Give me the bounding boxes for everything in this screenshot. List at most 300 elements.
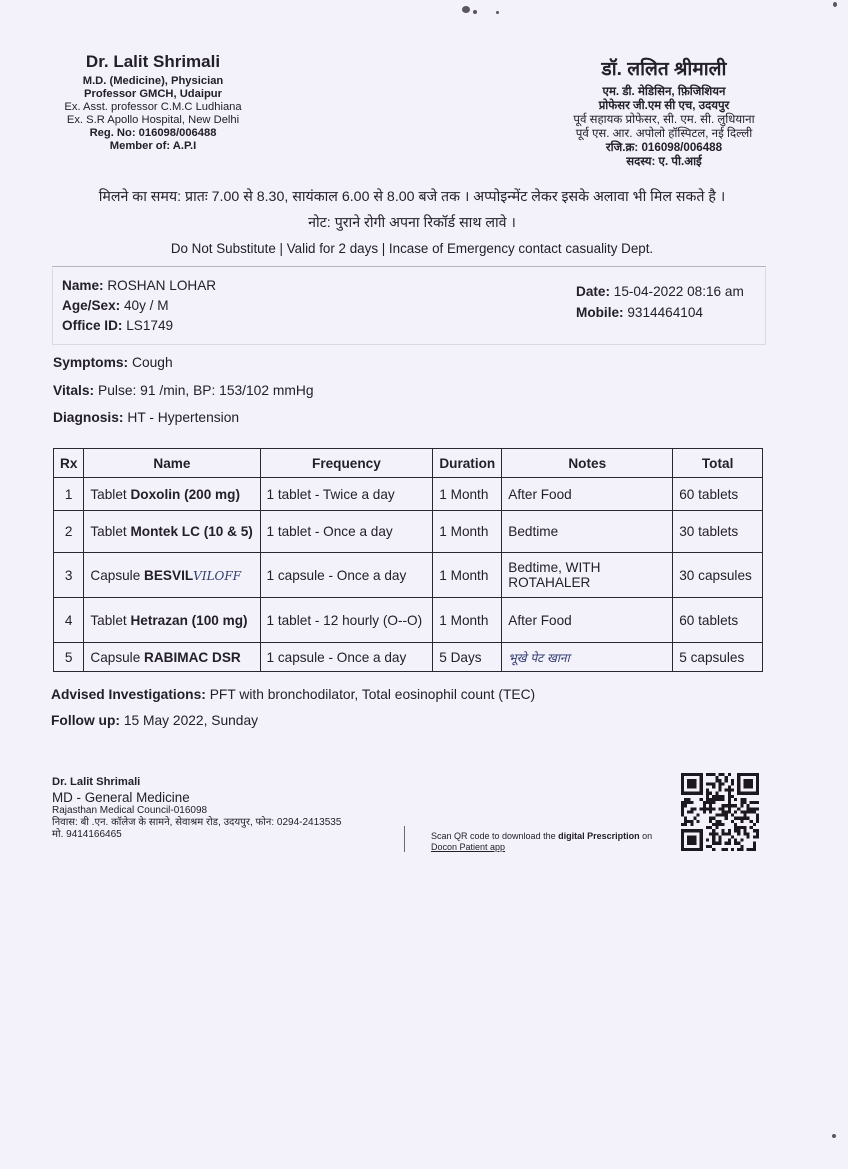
qr-module	[737, 848, 740, 851]
qr-module	[706, 773, 709, 776]
qr-module	[756, 814, 759, 817]
qr-module	[706, 826, 709, 829]
qr-module	[709, 804, 712, 807]
patient-age-sex: 40y / M	[123, 298, 169, 313]
qr-module	[725, 776, 728, 779]
qr-module	[728, 810, 731, 813]
qualification: M.D. (Medicine), Physician	[82, 75, 224, 87]
qr-module	[728, 801, 731, 804]
qr-module	[693, 817, 696, 820]
qr-module	[718, 820, 721, 823]
qr-module	[709, 832, 712, 835]
qr-module	[737, 773, 759, 776]
qr-module	[722, 798, 725, 801]
qr-module	[756, 829, 759, 832]
notes: After Food	[502, 598, 673, 643]
position: Professor GMCH, Udaipur	[84, 88, 222, 100]
field-label: Advised Investigations:	[51, 687, 206, 702]
qr-module	[722, 823, 725, 826]
qr-module	[712, 773, 715, 776]
letterhead-english	[52, 52, 254, 153]
qr-module	[725, 804, 728, 807]
qr-module	[718, 779, 721, 782]
registration-number-hindi: रजि.क्र: 016098/006488	[605, 141, 723, 154]
qr-module	[728, 807, 731, 810]
qr-module	[734, 798, 737, 801]
qr-module	[737, 842, 740, 845]
frequency: 1 tablet - Once a day	[260, 511, 433, 553]
qr-module	[737, 792, 759, 795]
prescription-table	[53, 448, 763, 672]
qr-module	[753, 848, 756, 851]
qr-module	[681, 829, 703, 832]
qr-module	[740, 839, 743, 842]
column-header: Rx	[54, 449, 84, 478]
qr-module	[687, 798, 690, 801]
notes: Bedtime	[502, 511, 673, 553]
qr-module	[718, 773, 721, 776]
qr-module	[747, 807, 750, 810]
doctor-name-hindi: डॉ. ललित श्रीमाली	[601, 59, 727, 80]
qr-module	[743, 798, 746, 801]
qr-module	[731, 804, 734, 807]
qr-module	[715, 798, 718, 801]
qr-module	[728, 795, 731, 798]
qr-module	[700, 798, 703, 801]
qr-module	[681, 814, 684, 817]
qr-module	[718, 795, 721, 798]
total: 60 tablets	[673, 478, 763, 511]
qr-module	[728, 789, 731, 792]
visit-date-row	[576, 281, 744, 302]
qr-module	[718, 807, 721, 810]
qr-module	[681, 773, 703, 776]
vitals-value: Pulse: 91 /min, BP: 153/102 mmHg	[98, 383, 314, 398]
qr-module	[725, 842, 728, 845]
qr-module	[718, 785, 721, 788]
field-label: Age/Sex:	[62, 298, 121, 313]
field-label: Symptoms:	[53, 355, 129, 370]
qr-module	[706, 801, 709, 804]
total: 5 capsules	[673, 643, 763, 672]
investigations-value: PFT with bronchodilator, Total eosinophil count (TEC)	[209, 687, 536, 702]
qr-module	[706, 798, 709, 801]
qr-module	[703, 801, 706, 804]
qr-module	[681, 801, 684, 804]
qr-module	[728, 804, 731, 807]
qr-module	[725, 810, 728, 813]
qr-module	[722, 810, 725, 813]
qr-module	[715, 792, 718, 795]
qr-module	[737, 773, 740, 795]
total: 30 capsules	[673, 553, 763, 598]
qr-module	[718, 839, 721, 842]
symptoms	[53, 355, 173, 370]
diagnosis	[53, 410, 239, 425]
qr-module	[681, 807, 684, 810]
paper-speck	[832, 1134, 836, 1138]
qr-module	[712, 839, 715, 842]
docon-app-link[interactable]: Docon Patient app	[431, 842, 506, 852]
qr-module	[681, 792, 703, 795]
dosage-form: Tablet	[90, 612, 127, 628]
qr-module	[725, 817, 728, 820]
qr-module	[712, 782, 715, 785]
duration: 1 Month	[433, 511, 502, 553]
patient-office-row	[62, 316, 216, 336]
qr-text: Scan QR code to download the	[431, 831, 556, 841]
table-row	[54, 511, 763, 553]
qr-module	[747, 832, 750, 835]
qr-module	[728, 773, 731, 776]
qr-module	[753, 810, 756, 813]
patient-details	[62, 276, 216, 336]
qr-module	[737, 807, 740, 810]
qr-module	[753, 829, 756, 832]
qr-module	[740, 804, 743, 807]
visit-date: 15-04-2022 08:16 am	[613, 284, 744, 299]
qr-module	[706, 807, 709, 810]
patient-office-id: LS1749	[126, 318, 174, 333]
qr-module	[722, 814, 725, 817]
qr-module	[731, 789, 734, 792]
qr-module	[690, 810, 693, 813]
rx-number: 2	[54, 511, 84, 553]
qr-module	[681, 848, 703, 851]
qr-module	[747, 817, 750, 820]
qr-module	[715, 820, 718, 823]
former-post-apollo: Ex. S.R Apollo Hospital, New Delhi	[66, 114, 240, 126]
qr-module	[709, 792, 712, 795]
qr-module	[725, 832, 728, 835]
medicine-name	[84, 511, 260, 553]
column-header: Total	[673, 449, 763, 478]
qr-module	[743, 810, 746, 813]
qr-module	[747, 848, 750, 851]
qr-module	[706, 845, 709, 848]
qr-module	[728, 792, 731, 795]
qr-module	[687, 801, 690, 804]
total: 60 tablets	[673, 598, 763, 643]
table-row	[54, 553, 763, 598]
qr-app-link-row	[431, 842, 652, 853]
letterhead-hindi	[548, 55, 780, 169]
qr-module	[709, 773, 712, 776]
footer-divider	[404, 826, 405, 852]
old-patient-note: नोट: पुराने रोगी अपना रिकॉर्ड साथ लावे ।	[308, 215, 516, 231]
qr-module	[734, 810, 737, 813]
column-header: Duration	[433, 449, 502, 478]
qr-module	[728, 832, 731, 835]
qr-module	[731, 835, 734, 838]
qr-code-icon[interactable]	[681, 773, 759, 851]
qr-module	[728, 842, 731, 845]
qr-module	[706, 789, 709, 792]
qr-module	[697, 814, 700, 817]
qr-module	[687, 820, 690, 823]
qr-module	[712, 795, 715, 798]
qr-module	[700, 829, 703, 851]
qr-module	[684, 798, 687, 801]
drug-name: RABIMAC DSR	[144, 649, 241, 665]
dosage-form: Capsule	[90, 649, 141, 665]
qr-module	[712, 785, 715, 788]
qr-module	[734, 826, 737, 829]
qr-module	[712, 801, 715, 804]
table-row	[54, 478, 763, 511]
qr-module	[709, 801, 712, 804]
table-row	[54, 643, 763, 672]
qr-module	[747, 804, 750, 807]
qr-module	[731, 814, 734, 817]
duration: 1 Month	[433, 553, 502, 598]
qr-module	[756, 835, 759, 838]
qr-module	[734, 804, 737, 807]
medicine-name	[84, 553, 260, 598]
qr-instructions	[431, 831, 652, 853]
qr-module	[715, 814, 718, 817]
total: 30 tablets	[673, 511, 763, 553]
qr-module	[750, 801, 753, 804]
follow-up	[51, 713, 258, 728]
qr-module	[734, 823, 737, 826]
qr-module	[753, 823, 756, 826]
qr-module	[693, 807, 696, 810]
qr-module	[715, 776, 718, 779]
qr-module	[684, 823, 687, 826]
qr-module	[709, 820, 712, 823]
qr-module	[690, 807, 693, 810]
paper-speck	[496, 11, 499, 14]
qr-module	[743, 779, 752, 788]
field-label: Mobile:	[576, 305, 624, 320]
qr-module	[753, 835, 756, 838]
frequency: 1 capsule - Once a day	[260, 643, 433, 672]
handwritten-substitute: VILOFF	[193, 568, 242, 583]
qr-module	[684, 820, 687, 823]
qr-module	[750, 848, 753, 851]
medicine-name	[84, 643, 260, 672]
footer-address: निवास: बी .एन. कॉलेज के सामने, सेवाश्रम रोड, उदयपुर, फोन: 0294-2413535	[52, 817, 342, 828]
qr-module	[715, 842, 718, 845]
qr-module	[756, 817, 759, 820]
qr-module	[737, 817, 740, 820]
paper-speck	[473, 10, 477, 14]
frequency: 1 tablet - 12 hourly (O--O)	[260, 598, 433, 643]
qr-module	[722, 804, 725, 807]
qr-module	[753, 845, 756, 848]
qr-module	[715, 826, 718, 829]
qr-module	[725, 779, 728, 782]
qr-module	[703, 810, 706, 813]
rx-number: 4	[54, 598, 84, 643]
qr-module	[725, 848, 728, 851]
drug-name: Doxolin (200 mg)	[130, 486, 240, 502]
qr-module	[722, 829, 725, 832]
qr-module	[728, 785, 731, 788]
table-header-row	[54, 449, 763, 478]
qr-module	[725, 789, 728, 792]
qr-module	[753, 807, 756, 810]
header-divider	[52, 266, 766, 267]
vitals	[53, 383, 314, 398]
qr-module	[722, 795, 725, 798]
field-label: Diagnosis:	[53, 410, 124, 425]
qr-module	[728, 839, 731, 842]
qr-module	[715, 823, 718, 826]
registration-number: Reg. No: 016098/006488	[89, 127, 217, 139]
qr-module	[756, 807, 759, 810]
drug-name: BESVIL	[144, 567, 194, 583]
qr-module	[712, 829, 715, 832]
footer-council: Rajasthan Medical Council-016098	[52, 805, 208, 816]
qr-module	[750, 810, 753, 813]
visit-details	[576, 281, 744, 323]
rx-number: 3	[54, 553, 84, 598]
patient-age-row	[62, 296, 216, 316]
footer-qualification: MD - General Medicine	[52, 790, 190, 805]
duration: 1 Month	[433, 478, 502, 511]
doctor-footer	[52, 776, 341, 841]
qr-module	[690, 820, 693, 823]
qr-module	[715, 795, 718, 798]
field-label: Office ID:	[62, 318, 123, 333]
qr-module	[750, 820, 753, 823]
qr-module	[734, 829, 737, 832]
field-label: Follow up:	[51, 713, 120, 728]
qr-module	[728, 829, 731, 832]
qr-module	[740, 848, 743, 851]
membership-hindi: सदस्य: ए. पी.आई	[626, 155, 702, 168]
qr-module	[687, 810, 690, 813]
qr-module	[734, 839, 737, 842]
qr-module	[709, 817, 712, 820]
handwritten-note: भूखे पेट खाना	[508, 650, 570, 665]
membership: Member of: A.P.I	[109, 140, 197, 152]
qr-module	[703, 804, 706, 807]
qr-module	[687, 779, 696, 788]
paper-speck	[833, 2, 837, 7]
patient-name-row	[62, 276, 216, 296]
qr-module	[734, 842, 737, 845]
qr-module	[712, 798, 715, 801]
former-post-cmc-hindi: पूर्व सहायक प्रोफेसर, सी. एम. सी. लुधियाना	[573, 113, 755, 126]
qr-module	[718, 789, 721, 792]
qr-module	[740, 817, 743, 820]
qr-module	[712, 807, 715, 810]
qr-module	[756, 773, 759, 795]
qr-module	[737, 832, 740, 835]
qr-module	[734, 817, 737, 820]
qr-module	[706, 795, 709, 798]
qr-text-bold: digital Prescription	[558, 831, 640, 841]
dosage-form: Capsule	[90, 567, 141, 583]
notes: After Food	[502, 478, 673, 511]
qr-module	[731, 820, 734, 823]
qr-module	[709, 826, 712, 829]
qr-module	[750, 807, 753, 810]
qr-module	[715, 832, 718, 835]
qr-module	[740, 801, 743, 804]
qr-module	[690, 823, 693, 826]
qr-module	[681, 773, 684, 795]
qr-module	[681, 810, 684, 813]
qr-module	[747, 810, 750, 813]
qr-module	[684, 817, 687, 820]
qr-module	[737, 826, 740, 829]
paper-speck	[462, 6, 470, 13]
qr-module	[740, 810, 743, 813]
field-label: Name:	[62, 278, 104, 293]
qr-module	[715, 779, 718, 782]
rx-number: 1	[54, 478, 84, 511]
qr-module	[706, 792, 709, 795]
qr-module	[728, 798, 731, 801]
qr-module	[712, 817, 715, 820]
qr-module	[684, 801, 687, 804]
qualification-hindi: एम. डी. मेडिसिन, फ़िजिशियन	[602, 85, 726, 98]
patient-name: ROSHAN LOHAR	[107, 278, 217, 293]
patient-mobile: 9314464104	[627, 305, 703, 320]
drug-name: Hetrazan (100 mg)	[130, 612, 248, 628]
qr-module	[756, 801, 759, 804]
qr-module	[706, 839, 709, 842]
qr-module	[731, 782, 734, 785]
qr-module	[703, 807, 706, 810]
qr-module	[743, 817, 746, 820]
visiting-hours-line: मिलने का समय: प्रातः 7.00 से 8.30, सायंकाल 6.00 से 8.00 बजे तक । अप्पोइन्मेंट लेकर इसके अलावा भी मिल सकते है ।	[98, 189, 726, 205]
duration: 1 Month	[433, 598, 502, 643]
qr-module	[740, 845, 743, 848]
frequency: 1 tablet - Twice a day	[260, 478, 433, 511]
qr-module	[743, 829, 746, 832]
advised-investigations	[51, 687, 535, 702]
qr-module	[722, 807, 725, 810]
qr-module	[740, 826, 743, 829]
qr-module	[743, 832, 746, 835]
qr-module	[747, 835, 750, 838]
duration: 5 Days	[433, 643, 502, 672]
qr-module	[712, 848, 715, 851]
validity-notice: Do Not Substitute | Valid for 2 days | Incase of Emergency contact casuality Dept.	[170, 241, 654, 256]
qr-module	[737, 829, 740, 832]
qr-module	[712, 835, 715, 838]
qr-module	[743, 814, 746, 817]
qr-module	[700, 773, 703, 795]
qr-module	[690, 801, 693, 804]
medicine-name	[84, 598, 260, 643]
qr-module	[731, 779, 734, 782]
qr-module	[712, 842, 715, 845]
qr-module	[718, 842, 721, 845]
qr-module	[731, 848, 734, 851]
qr-module	[712, 832, 715, 835]
diagnosis-value: HT - Hypertension	[127, 410, 240, 425]
qr-module	[731, 795, 734, 798]
qr-module	[718, 814, 721, 817]
dosage-form: Tablet	[90, 486, 127, 502]
qr-instruction-line	[431, 831, 652, 842]
qr-module	[743, 826, 746, 829]
symptoms-value: Cough	[131, 355, 173, 370]
patient-mobile-row	[576, 302, 744, 323]
field-label: Date:	[576, 284, 610, 299]
medicine-name	[84, 478, 260, 511]
qr-module	[709, 798, 712, 801]
rx-number: 5	[54, 643, 84, 672]
frequency: 1 capsule - Once a day	[260, 553, 433, 598]
doctor-name: Dr. Lalit Shrimali	[85, 52, 221, 71]
